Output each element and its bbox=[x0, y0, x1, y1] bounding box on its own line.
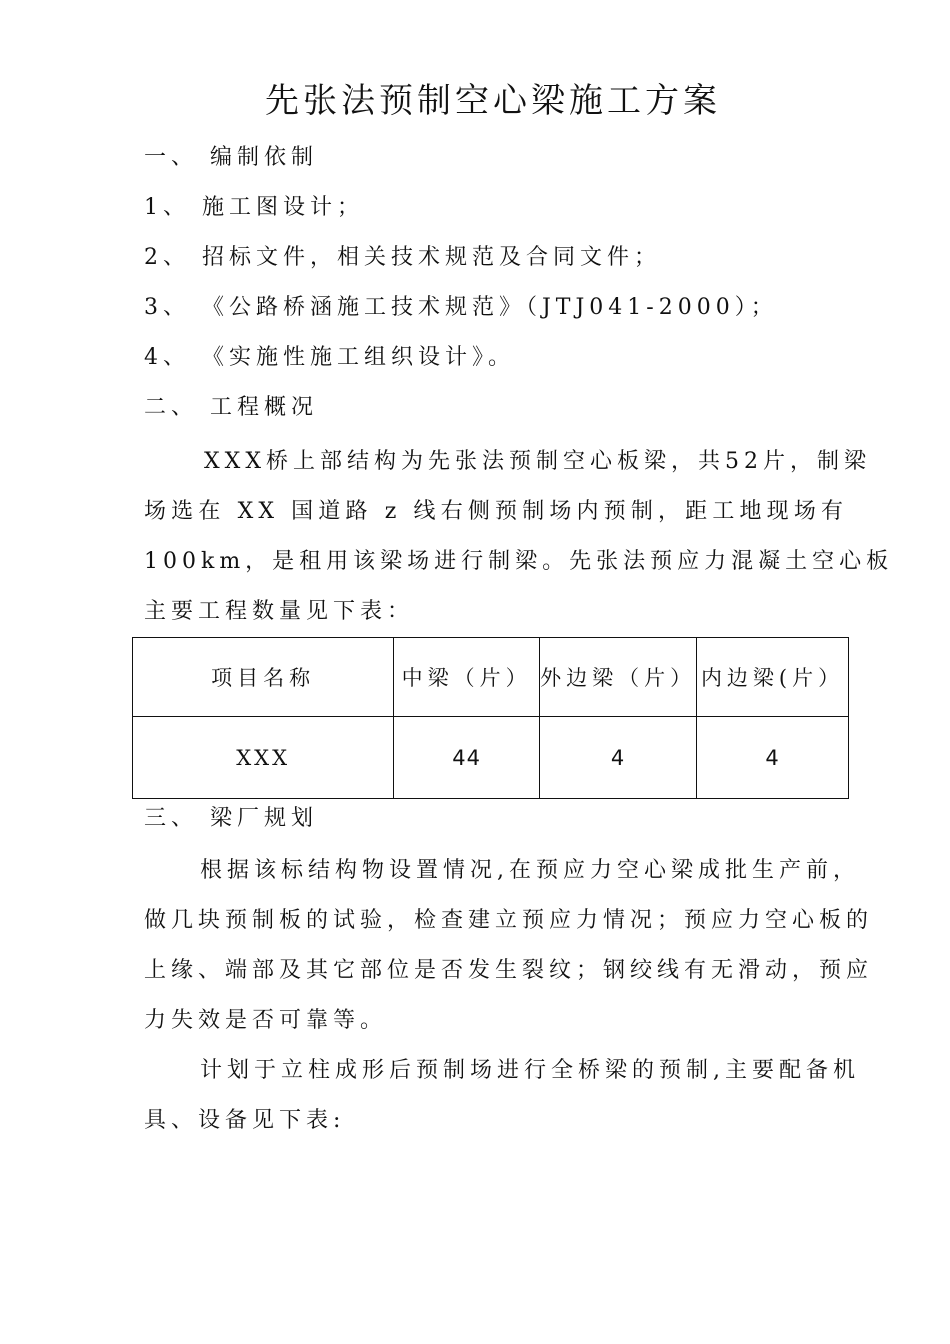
overview-line-2: 场选在 XX 国道路 z 线右侧预制场内预制，距工地现场有 bbox=[144, 499, 848, 524]
table-header-cell: 内边梁(片） bbox=[697, 638, 849, 717]
plant-line-5: 计划于立柱成形后预制场进行全桥梁的预制,主要配备机 bbox=[200, 1058, 860, 1083]
table-row bbox=[133, 717, 849, 799]
plant-paragraph-1 bbox=[144, 846, 874, 1046]
plant-line-1: 根据该标结构物设置情况,在预应力空心梁成批生产前， bbox=[200, 858, 860, 883]
plant-line-2: 做几块预制板的试验，检查建立预应力情况；预应力空心板的 bbox=[144, 908, 874, 933]
plant-line-3: 上缘、端部及其它部位是否发生裂纹；钢绞线有无滑动，预应 bbox=[144, 958, 874, 983]
table-cell: XXX bbox=[133, 717, 394, 799]
basis-item-2: 2、 招标文件，相关技术规范及合同文件； bbox=[144, 245, 661, 270]
table-header-cell: 项目名称 bbox=[133, 638, 394, 717]
section-heading-basis: 一、 编制依制 bbox=[144, 145, 318, 170]
basis-item-1: 1、 施工图设计； bbox=[144, 195, 364, 220]
table-cell: 44 bbox=[394, 717, 540, 799]
table-cell: 4 bbox=[697, 717, 849, 799]
overview-line-4: 主要工程数量见下表： bbox=[144, 599, 415, 624]
quantity-table bbox=[132, 637, 849, 799]
overview-paragraph bbox=[144, 437, 894, 637]
plant-line-4: 力失效是否可靠等。 bbox=[144, 1008, 388, 1033]
table-header-row bbox=[133, 638, 849, 717]
plant-paragraph-2 bbox=[144, 1046, 860, 1146]
document-title: 先张法预制空心梁施工方案 bbox=[265, 81, 721, 121]
basis-item-4: 4、 《实施性施工组织设计》。 bbox=[144, 345, 515, 370]
overview-line-1: XXX桥上部结构为先张法预制空心板梁，共52片，制梁 bbox=[204, 449, 871, 474]
table-header-cell: 中梁（片） bbox=[394, 638, 540, 717]
basis-item-3: 3、 《公路桥涵施工技术规范》（JTJ041-2000）； bbox=[144, 295, 778, 320]
table-cell: 4 bbox=[540, 717, 697, 799]
overview-line-3: 100km，是租用该梁场进行制梁。先张法预应力混凝土空心板 bbox=[144, 549, 894, 574]
table-header-cell: 外边梁（片） bbox=[540, 638, 697, 717]
section-heading-plant: 三、 梁厂规划 bbox=[144, 806, 318, 831]
section-heading-overview: 二、 工程概况 bbox=[144, 395, 318, 420]
plant-line-6: 具、设备见下表: bbox=[144, 1108, 346, 1133]
